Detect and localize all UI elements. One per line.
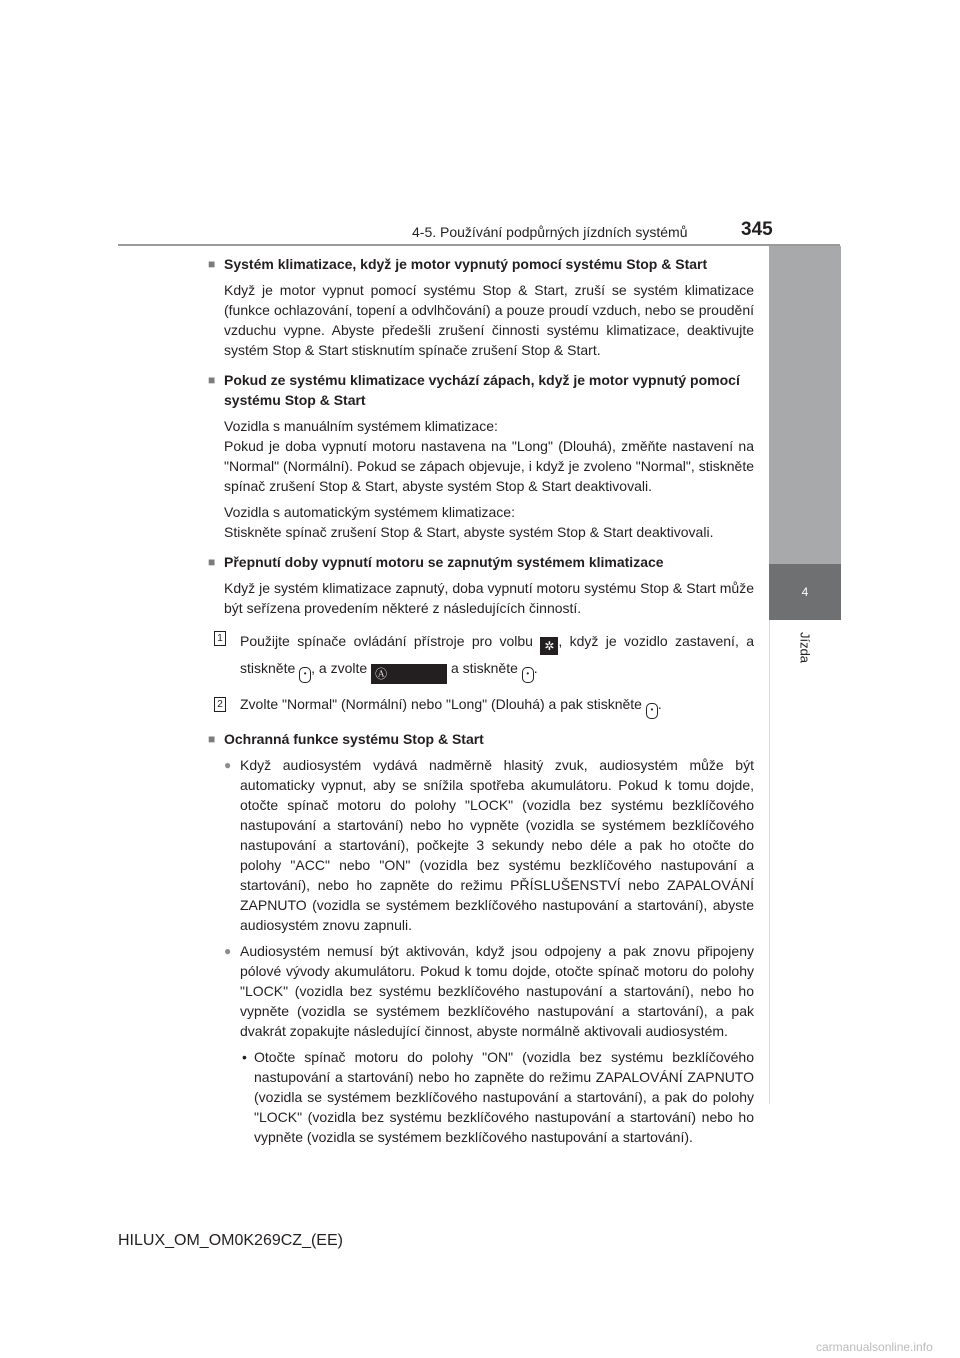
- step-2: [208, 694, 754, 719]
- display-selection-icon: Ⓐ: [371, 664, 447, 684]
- step-text: , a zvolte: [311, 660, 372, 676]
- ok-button-icon: •: [646, 703, 658, 719]
- auto-ac-title: Vozidla s automatickým systémem klimatizace:: [224, 504, 515, 520]
- bullet-item: ● Když audiosystém vydává nadměrně hlasitý zvuk, audiosystém může být automaticky vypnut, aby se snížila spotřeba akumulátoru. Pokud k tomu dojde, otočte spínač motoru do polohy "LOCK" (vozidla bez systému bezklíčového nastupování a startování) nebo ho vypněte (vozidla se systémem bezklíčového nastupování a startování), počkejte 3 sekundy nebo déle a pak ho otočte do polohy "ACC" nebo "ON" (vozidla bez systému bezklíčového nastupování a startování), nebo ho zapněte do režimu PŘÍSLUŠENSTVÍ nebo ZAPALOVÁNÍ ZAPNUTO (vozidla se systémem bezklíčového nastupování a startování), abyste audiosystém znovu zapnuli.: [208, 755, 754, 935]
- side-tab-strip: [769, 620, 842, 1104]
- step-text: , když je vozidlo zastavení, a stiskněte: [240, 633, 755, 676]
- side-tab-label-wrap: [780, 628, 830, 668]
- section-heading: ■ Přepnutí doby vypnutí motoru se zapnutým systémem klimatizace: [208, 552, 754, 572]
- side-tab-chapter-number: 4: [769, 564, 841, 620]
- sub-bullet-item: • Otočte spínač motoru do polohy "ON" (vozidla bez systému bezklíčového nastupování a startování) nebo ho zapněte do režimu ZAPALOVÁNÍ ZAPNUTO (vozidla se systémem bezklíčového nastupování a startování), a pak do polohy "LOCK" (vozidla bez systému bezklíčového nastupování a startování) nebo ho vypněte (vozidla se systémem bezklíčového nastupování a startování).: [208, 1047, 754, 1147]
- step-number: 2: [214, 697, 226, 712]
- bullet-item: ● Audiosystém nemusí být aktivován, když jsou odpojeny a pak znovu připojeny pólové vývody akumulátoru. Pokud k tomu dojde, otočte spínač motoru do polohy "LOCK" (vozidla bez systému bezklíčového nastupování a startování), nebo ho vypněte (vozidla se systémem bezklíčového nastupování a startování), a pak dvakrát zopakujte následující činnost, abyste normálně aktivovali audiosystém.: [208, 941, 754, 1041]
- ok-button-icon: •: [522, 667, 534, 683]
- section-body: Když je systém klimatizace zapnutý, doba vypnutí motoru systému Stop & Start může být seřízena provedením některé z následujících činností.: [224, 580, 754, 616]
- watermark: carmanualsonline.info: [816, 1340, 933, 1354]
- content: [208, 254, 754, 1147]
- ok-button-icon: •: [299, 667, 311, 683]
- section-heading: ■ Pokud ze systému klimatizace vychází zápach, když je motor vypnutý pomocí systému Stop & Start: [208, 370, 754, 410]
- step-text: Použijte spínače ovládání přístroje pro volbu: [240, 633, 541, 649]
- page-number: 345: [741, 219, 773, 240]
- step-number: 1: [214, 631, 226, 646]
- footer-code: HILUX_OM_OM0K269CZ_(EE): [118, 1232, 343, 1249]
- header-section-title: 4-5. Používání podpůrných jízdních systémů: [412, 224, 688, 240]
- side-tab-upper: [769, 246, 841, 564]
- header-rule: [118, 244, 840, 246]
- step-1: [208, 628, 754, 684]
- side-tab-label: Jízda: [797, 631, 813, 664]
- step-text: .: [657, 696, 662, 712]
- step-text: a stiskněte: [447, 660, 522, 676]
- section-body: Když je motor vypnut pomocí systému Stop & Start, zruší se systém klimatizace (funkce ochlazování, topení a odvlhčování) a pouze proudí vzduch, nebo se proudění vzduchu vypne. Abyste předešli zrušení činnosti systému klimatizace, deaktivujte systém Stop & Start stisknutím spínače zrušení Stop & Start.: [224, 282, 754, 358]
- step-text: Zvolte "Normal" (Normální) nebo "Long" (Dlouhá) a pak stiskněte: [240, 696, 646, 712]
- manual-ac-title: Vozidla s manuálním systémem klimatizace:: [224, 418, 498, 434]
- manual-ac-body: Pokud je doba vypnutí motoru nastavena na "Long" (Dlouhá), změňte nastavení na "Normal" (Normální). Pokud se zápach objevuje, i když je zvoleno "Normal", stiskněte spínač zrušení Stop & Start, abyste systém Stop & Start deaktivovali.: [224, 438, 754, 494]
- gear-icon: ✲: [540, 637, 558, 655]
- section-heading: ■ Systém klimatizace, když je motor vypnutý pomocí systému Stop & Start: [208, 254, 754, 274]
- auto-ac-body: Stiskněte spínač zrušení Stop & Start, abyste systém Stop & Start deaktivovali.: [224, 524, 714, 540]
- step-text: .: [533, 660, 538, 676]
- section-heading: ■ Ochranná funkce systému Stop & Start: [208, 729, 754, 749]
